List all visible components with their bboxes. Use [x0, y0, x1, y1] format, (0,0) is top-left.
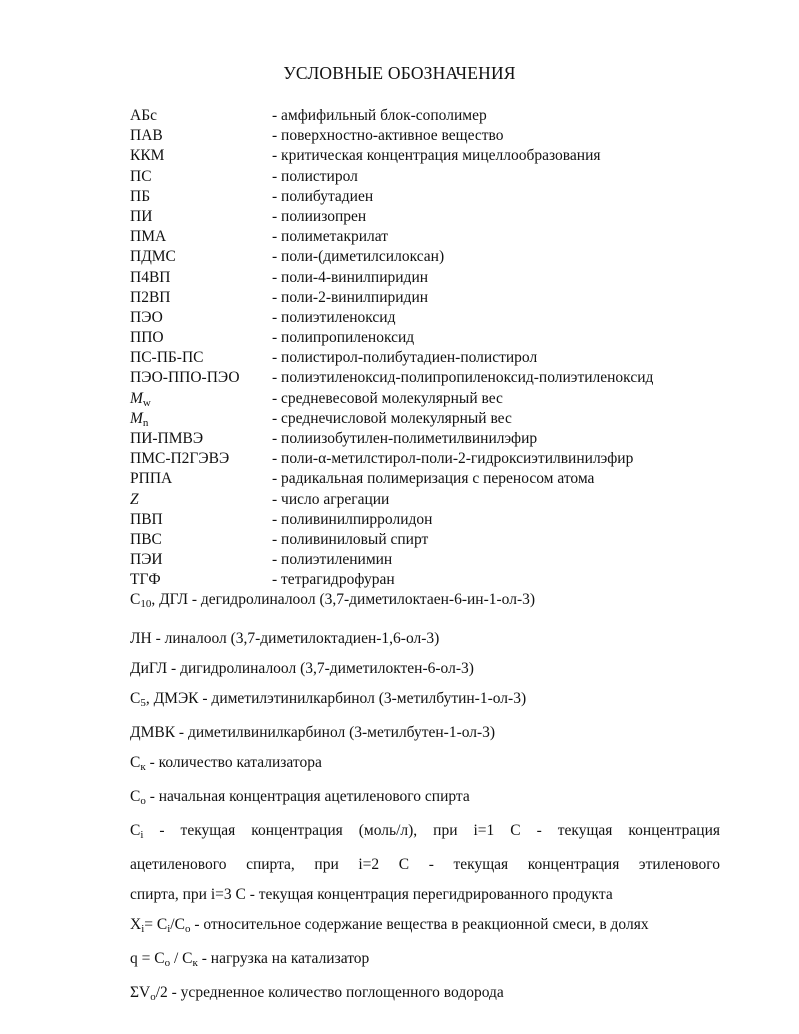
abbr-term: ПЭИ	[130, 551, 163, 569]
notation-notes	[130, 590, 720, 1012]
note-symbol: C	[130, 788, 141, 805]
abbr-definition: - полипропиленоксид	[272, 329, 415, 347]
abbr-term: ПБ	[130, 187, 151, 205]
note-ci-line	[130, 816, 720, 850]
note-symbol: C	[130, 822, 141, 839]
note-symbol: = C	[144, 916, 168, 933]
note-ci	[130, 816, 720, 910]
abbr-definition: - полиизобутилен-полиметилвинилэфир	[272, 430, 538, 447]
abbr-term: ПИ-ПМВЭ	[130, 430, 204, 447]
abbr-term-main: Z	[130, 490, 139, 508]
abbr-term	[130, 490, 139, 510]
abbr-definition: - полистирол	[272, 167, 358, 185]
note-subscript: 10	[140, 598, 152, 610]
note-text: - относительное содержание вещества в реакционной смеси, в долях	[190, 916, 649, 933]
note-subscript: к	[192, 957, 198, 969]
note-ln: ЛН - линалоол (3,7-диметилоктадиен-1,6-ол-3)	[130, 630, 440, 647]
abbr-definition: - поли-(диметилсилоксан)	[272, 248, 445, 266]
note-c5	[130, 684, 720, 718]
note-text: - нагрузка на катализатор	[197, 950, 370, 967]
abbr-definition: - средневесовой молекулярный вес	[272, 389, 503, 407]
abbr-term: П2ВП	[130, 288, 171, 306]
abbr-definition: - поли-2-винилпиридин	[272, 288, 429, 306]
note-subscript: о	[184, 923, 191, 935]
note-sum	[130, 978, 720, 1012]
abbr-definition: - поливинилпирролидон	[272, 510, 433, 528]
abbr-term: П4ВП	[130, 268, 171, 286]
abbr-definition: - полиэтиленимин	[272, 551, 393, 569]
note-ck	[130, 748, 720, 782]
abbr-definition: - поли-α-метилстирол-поли-2-гидроксиэтилвинилэфир	[272, 450, 634, 468]
note-text: , ДМЭК - диметилэтинилкарбинол (3-метилбутин-1-ол-3)	[145, 690, 527, 707]
abbr-definition: - полибутадиен	[272, 187, 374, 205]
abbr-definition: - число агрегации	[272, 490, 390, 508]
note-ci-line: ацетиленового спирта, при i=2 C - текущая концентрация этиленового	[130, 856, 720, 873]
abbr-term-main: M	[130, 409, 143, 427]
abbr-definition: - полиэтиленоксид	[272, 308, 396, 326]
note-symbol: ΣV	[130, 984, 151, 1001]
abbr-term: ПВП	[130, 510, 163, 528]
abbr-definition: - тетрагидрофуран	[272, 571, 395, 589]
abbr-definition: - среднечисловой молекулярный вес	[272, 409, 512, 427]
note-symbol: q = C	[130, 950, 165, 967]
abbr-term: ТГФ	[130, 571, 161, 589]
note-subscript: i	[141, 923, 145, 935]
abbr-definition: - поверхностно-активное вещество	[272, 127, 504, 145]
abbr-definition: - полистирол-полибутадиен-полистирол	[272, 349, 538, 367]
abbr-term: ПМА	[130, 228, 167, 246]
abbr-term: АБс	[130, 107, 157, 124]
note-symbol: / C	[170, 950, 193, 967]
abbr-definition: - поливиниловый спирт	[272, 530, 429, 548]
note-subscript: i	[140, 829, 144, 841]
note-text: - начальная концентрация ацетиленового спирта	[145, 788, 470, 805]
note-xi	[130, 910, 720, 944]
abbr-definition: - амфифильный блок-сополимер	[272, 107, 487, 124]
abbr-definition: - полиметакрилат	[272, 228, 389, 246]
note-text: - текущая концентрация (моль/л), при i=1 C - текущая концентрация	[143, 822, 720, 839]
abbr-term: ПС-ПБ-ПС	[130, 349, 204, 367]
abbr-term-subscript: n	[142, 416, 149, 429]
abbr-term: ПВС	[130, 530, 162, 548]
note-symbol: C	[130, 754, 141, 771]
note-text: - количество катализатора	[145, 754, 322, 771]
abbr-term: ПАВ	[130, 127, 163, 145]
note-digl: ДиГЛ - дигидролиналоол (3,7-диметилоктен-6-ол-3)	[130, 660, 474, 677]
abbr-term-main: M	[130, 389, 143, 407]
note-subscript: 5	[140, 697, 146, 709]
note-subscript: о	[140, 795, 146, 807]
note-q	[130, 944, 720, 978]
note-subscript: о	[164, 957, 171, 969]
abbr-definition: - поли-4-винилпиридин	[272, 268, 429, 286]
abbr-term: ПЭО-ППО-ПЭО	[130, 369, 240, 387]
note-subscript: о	[150, 991, 156, 1003]
note-co	[130, 782, 720, 816]
abbr-definition: - критическая концентрация мицеллообразования	[272, 147, 601, 165]
abbr-term-subscript: w	[142, 396, 151, 409]
note-dmvk: ДМВК - диметилвинилкарбинол (3-метилбутен-1-ол-3)	[130, 724, 496, 741]
abbr-definition: - полиэтиленоксид-полипропиленоксид-полиэтиленоксид	[272, 369, 654, 387]
abbr-term: ККМ	[130, 147, 165, 165]
note-c10	[130, 590, 720, 614]
abbr-definition: - радикальная полимеризация с переносом атома	[272, 470, 595, 488]
note-text: , ДГЛ - дегидролиналоол (3,7-диметилоктаен-6-ин-1-ол-3)	[151, 591, 536, 608]
note-subscript: i	[167, 923, 171, 935]
note-symbol: C	[130, 690, 141, 707]
abbr-term: ПС	[130, 167, 152, 185]
note-ci-line: спирта, при i=3 C - текущая концентрация перегидрированного продукта	[130, 886, 613, 903]
abbr-definition: - полиизопрен	[272, 207, 367, 225]
abbr-term: РППА	[130, 470, 173, 488]
abbr-term: ПЭО	[130, 308, 163, 326]
note-symbol: /C	[170, 916, 185, 933]
note-subscript: к	[140, 761, 146, 773]
abbr-term: ППО	[130, 329, 164, 347]
abbr-term: ПИ	[130, 207, 153, 225]
page-title: УСЛОВНЫЕ ОБОЗНАЧЕНИЯ	[283, 63, 516, 83]
note-text: /2 - усредненное количество поглощенного водорода	[155, 984, 504, 1001]
note-symbol: X	[130, 916, 142, 933]
note-symbol: C	[130, 591, 141, 608]
abbr-term: ПДМС	[130, 248, 176, 266]
abbr-term: ПМС-П2ГЭВЭ	[130, 450, 230, 468]
